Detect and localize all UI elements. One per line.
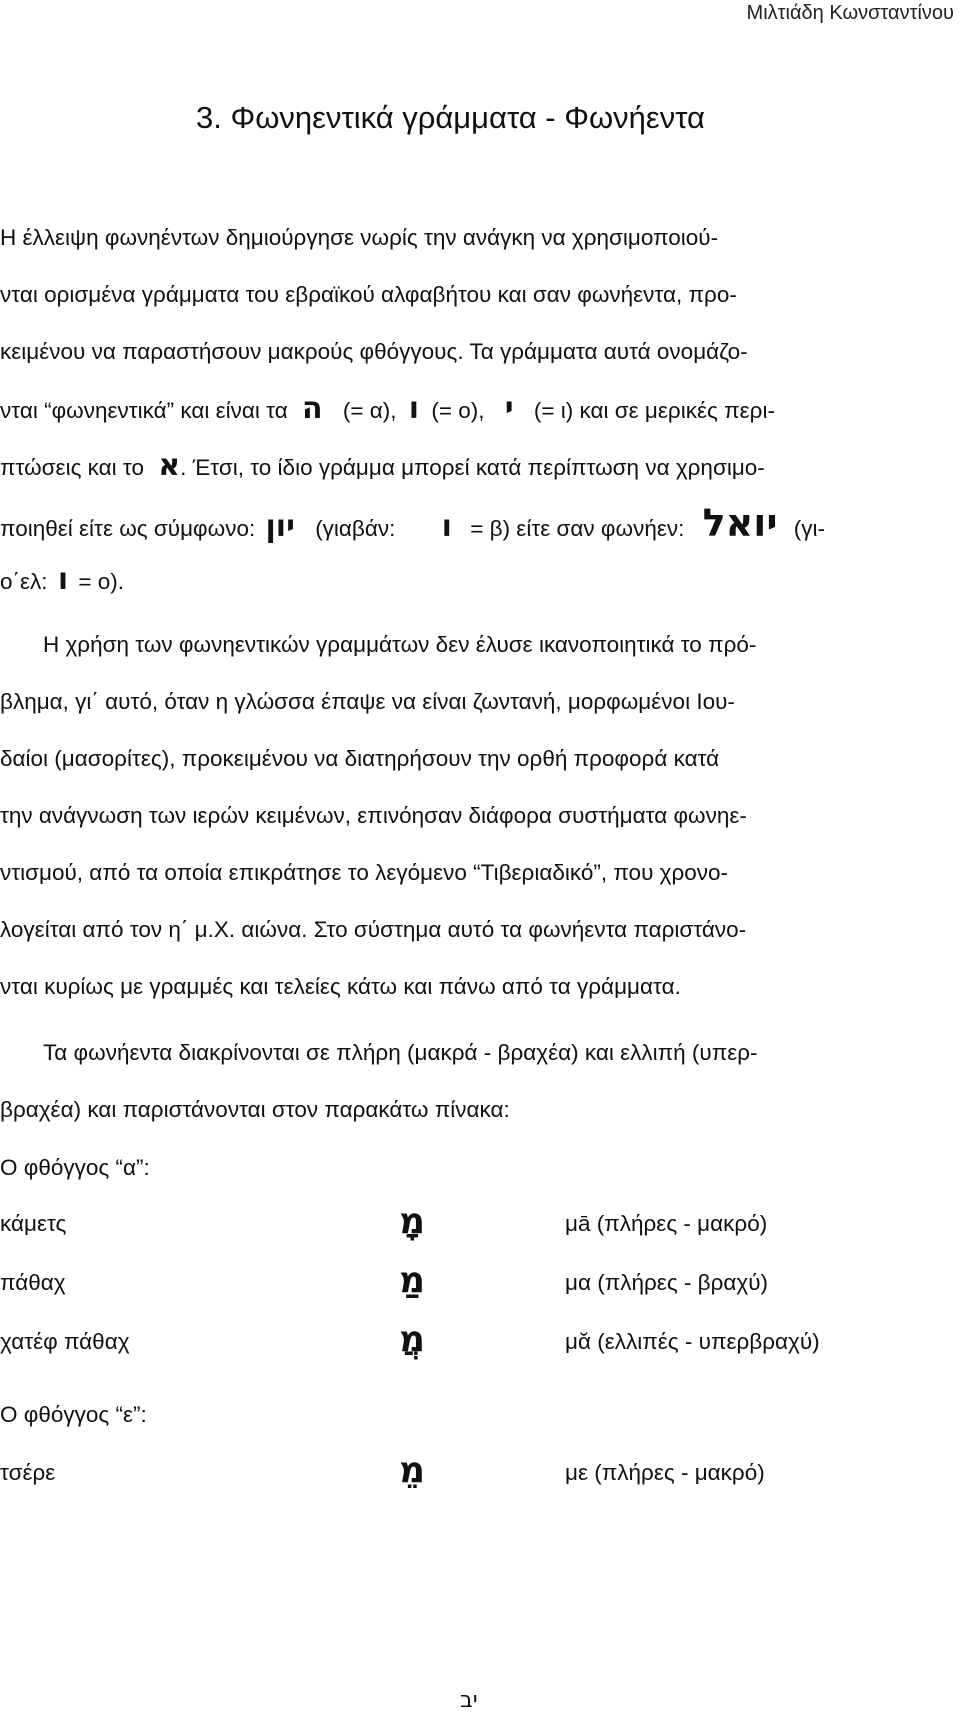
hebrew-letter-vav: ו <box>57 562 69 597</box>
paragraph-2-line-5: ντισμού, από τα οποία επικράτησε το λεγόμενο “Τιβεριαδικό”, που χρονο- <box>0 860 729 885</box>
paragraph-2-line-2: βλημα, γι΄ αυτό, όταν η γλώσσα έπαψε να είναι ζωντανή, μορφωμένοι Ιου- <box>0 689 735 714</box>
paragraph-3-line-2: βραχέα) και παριστάνονται στον παρακάτω πίνακα: <box>0 1097 510 1122</box>
hebrew-letter-he: ה <box>302 391 323 426</box>
hebrew-vowel-sign: מַ <box>399 1260 426 1301</box>
vowel-transliteration: με (πλήρες - μακρό) <box>565 1460 765 1485</box>
text-segment: (= ι) και σε μερικές περι- <box>533 398 775 423</box>
vowel-transliteration: μā (πλήρες - μακρό) <box>565 1211 768 1236</box>
vowel-transliteration: μᾰ (ελλιπές - υπερβραχύ) <box>565 1329 820 1354</box>
hebrew-vowel-sign: מֲ <box>399 1319 426 1360</box>
hebrew-letter-vav: ו <box>408 391 420 426</box>
paragraph-1-line-7 <box>0 562 125 597</box>
paragraph-1-line-4 <box>0 391 775 426</box>
text-segment: (γι- <box>793 516 826 541</box>
text-segment: ο΄ελ: <box>0 569 48 594</box>
vowel-section-a-heading: Ο φθόγγος “α”: <box>0 1155 150 1180</box>
hebrew-vowel-sign: מָ <box>399 1201 426 1242</box>
text-segment: πτώσεις και το <box>0 455 144 480</box>
text-segment: (= α), <box>342 398 397 423</box>
hebrew-vowel-sign: מֵ <box>399 1450 426 1491</box>
hebrew-letter-vav: ו <box>441 509 452 544</box>
text-segment: ποιηθεί είτε ως σύμφωνο: <box>0 516 256 541</box>
paragraph-1-line-6 <box>0 501 826 545</box>
paragraph-2-line-7: νται κυρίως με γραμμές και τελείες κάτω και πάνω από τα γράμματα. <box>0 974 681 999</box>
section-title: 3. Φωνηεντικά γράμματα - Φωνήεντα <box>196 100 705 135</box>
paragraph-1-line-3: κειμένου να παραστήσουν μακρούς φθόγγους. Τα γράμματα αυτά ονομάζο- <box>0 339 748 364</box>
paragraph-1-line-1: Η έλλειψη φωνηέντων δημιούργησε νωρίς την ανάγκη να χρησιμοποιού- <box>0 225 719 250</box>
text-segment: (= ο), <box>431 398 485 423</box>
author-header: Μιλτιάδη Κωνσταντίνου <box>746 2 954 24</box>
vowel-name: κάμετς <box>0 1211 67 1236</box>
text-segment: (γιαβάν: <box>315 516 396 541</box>
paragraph-2-line-3: δαίοι (μασορίτες), προκειμένου να διατηρήσουν την ορθή προφορά κατά <box>0 746 720 771</box>
text-segment: = β) είτε σαν φωνήεν: <box>470 516 685 541</box>
paragraph-2-line-1: Η χρήση των φωνηεντικών γραμμάτων δεν έλυσε ικανοποιητικά το πρό- <box>43 632 757 657</box>
paragraph-2-line-4: την ανάγνωση των ιερών κειμένων, επινόησαν διάφορα συστήματα φωνηε- <box>0 803 747 828</box>
vowel-name: χατέφ πάθαχ <box>0 1329 130 1354</box>
text-segment: = ο). <box>78 569 125 594</box>
text-segment: . Έτσι, το ίδιο γράμμα μπορεί κατά περίπτωση να χρησιμο- <box>180 455 765 480</box>
page-number: יב <box>460 1688 478 1713</box>
hebrew-word-yavan: יון <box>265 509 295 544</box>
hebrew-letter-yod: י <box>504 391 514 426</box>
vowel-transliteration: μα (πλήρες - βραχύ) <box>565 1270 769 1295</box>
paragraph-3-line-1: Τα φωνήεντα διακρίνονται σε πλήρη (μακρά - βραχέα) και ελλιπή (υπερ- <box>43 1040 758 1065</box>
paragraph-1-line-5 <box>0 448 765 483</box>
vowel-name: πάθαχ <box>0 1270 66 1295</box>
vowel-section-e-heading: Ο φθόγγος “ε”: <box>0 1402 147 1427</box>
text-segment: νται “φωνηεντικά” και είναι τα <box>0 398 288 423</box>
paragraph-2-line-6: λογείται από τον η΄ μ.Χ. αιώνα. Στο σύστημα αυτό τα φωνήεντα παριστάνο- <box>0 917 747 942</box>
hebrew-word-yoel: יואל <box>702 501 778 545</box>
vowel-name: τσέρε <box>0 1460 56 1485</box>
paragraph-1-line-2: νται ορισμένα γράμματα του εβραϊκού αλφαβήτου και σαν φωνήεντα, προ- <box>0 282 737 307</box>
hebrew-letter-alef: א <box>158 448 181 483</box>
